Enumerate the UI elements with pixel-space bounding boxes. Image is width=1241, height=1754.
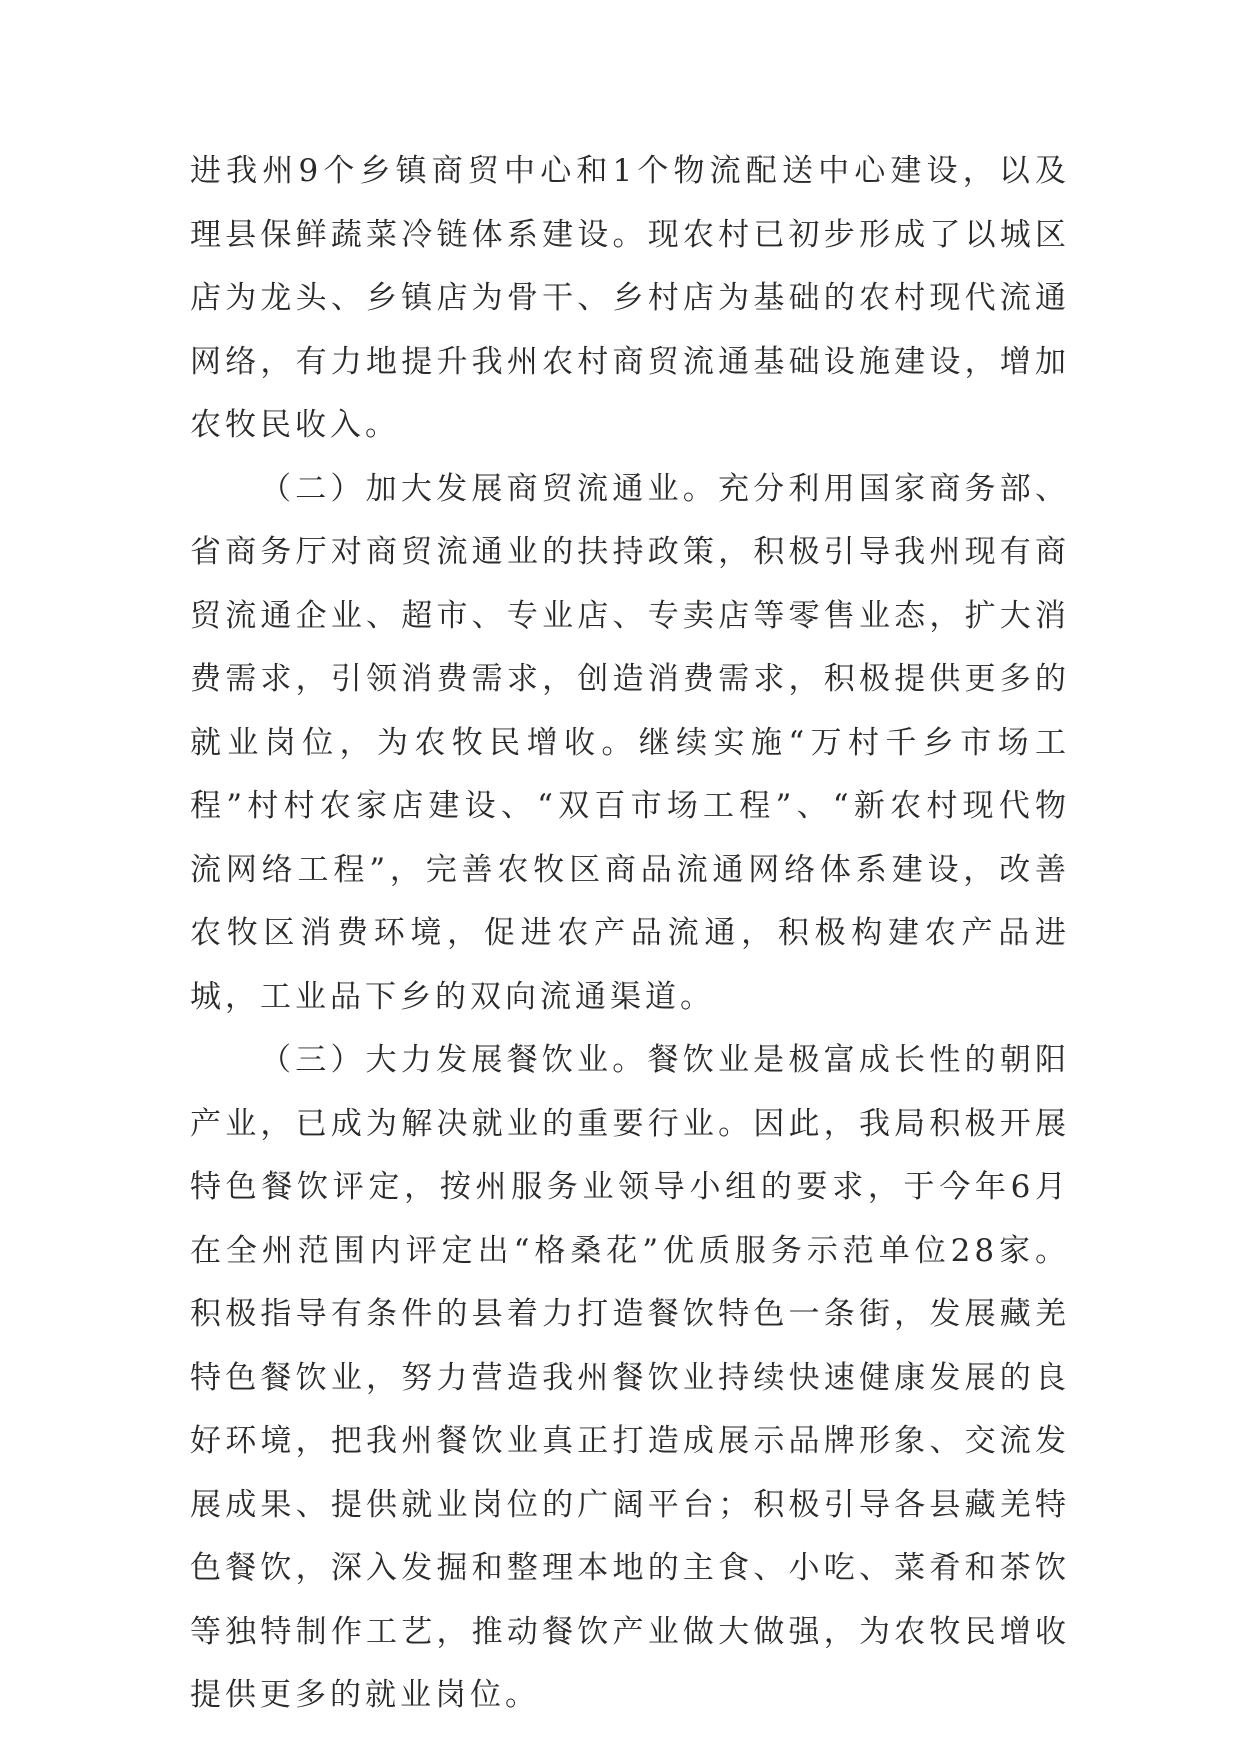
paragraph-section-2: （二）加大发展商贸流通业。充分利用国家商务部、省商务厅对商贸流通业的扶持政策，积极引导我州现有商贸流通企业、超市、专业店、专卖店等零售业态，扩大消费需求，引领消费需求，创造消费需求，积极提供更多的就业岗位，为农牧民增收。继续实施“万村千乡市场工程”村村农家店建设、“双百市场工程”、“新农村现代物流网络工程”，完善农牧区商品流通网络体系建设，改善农牧区消费环境，促进农产品流通，积极构建农产品进城，工业品下乡的双向流通渠道。	[190, 470, 1070, 1015]
paragraph-section-3: （三）大力发展餐饮业。餐饮业是极富成长性的朝阳产业，已成为解决就业的重要行业。因此，我局积极开展特色餐饮评定，按州服务业领导小组的要求，于今年6月在全州范围内评定出“格桑花”优质服务示范单位28家。积极指导有条件的县着力打造餐饮特色一条街，发展藏羌特色餐饮业，努力营造我州餐饮业持续快速健康发展的良好环境，把我州餐饮业真正打造成展示品牌形象、交流发展成果、提供就业岗位的广阔平台；积极引导各县藏羌特色餐饮，深入发掘和整理本地的主食、小吃、菜肴和茶饮等独特制作工艺，推动餐饮产业做大做强，为农牧民增收提供更多的就业岗位。	[190, 1042, 1070, 1713]
document-page	[190, 140, 1070, 1728]
paragraph-continuation: 进我州9个乡镇商贸中心和1个物流配送中心建设，以及理县保鲜蔬菜冷链体系建设。现农村已初步形成了以城区店为龙头、乡镇店为骨干、乡村店为基础的农村现代流通网络，有力地提升我州农村商贸流通基础设施建设，增加农牧民收入。	[190, 153, 1070, 443]
